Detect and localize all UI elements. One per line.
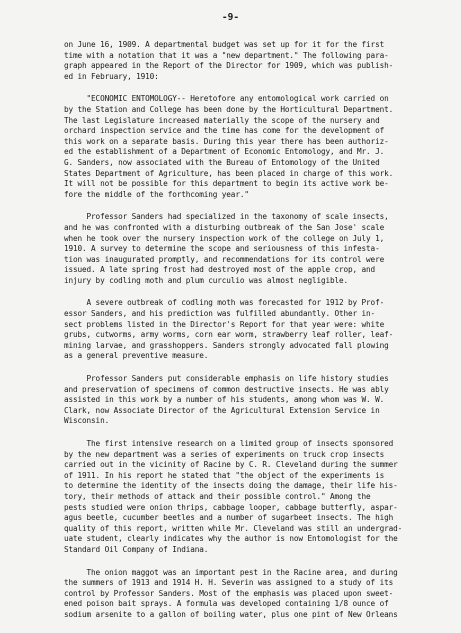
paragraph-truck-crop-research: The first intensive research on a limited group of insects sponsored by the new department was a series of experiments on truck crop insects carried out in the vicinity of Racine by C. R. Cleveland during the summer of 1911. In his report he stated that "the object of the experiments is to determine the identity of the insects doing the damage, their life his- tory, their methods of attack and their possible control." Among the pests studied were onion thrips, cabbage looper, cabbage butterfly, aspar- agus beetle, cucumber beetles and a number of sugarbeet insects. The high quality of this report, written while Mr. Cleveland was still an undergrad- uate student, clearly indicates why the author is now Entomologist for the Standard Oil Company of Indiana. bbox=[64, 439, 403, 554]
paragraph-codling-moth: A severe outbreak of codling moth was forecasted for 1912 by Prof- essor Sanders, and his prediction was fulfilled abundantly. Other in- sect problems listed in the Director's Report for that year were: white grubs, cutworms, army worms, corn ear worm, strawberry leaf roller, leaf- mining larvae, and grasshoppers. Sanders strongly advocated fall plowing as a general preventive measure. bbox=[64, 298, 394, 361]
paragraph-scale-insects: Professor Sanders had specialized in the taxonomy of scale insects, and he was confronted with a disturbing outbreak of the San Jose' scale when he took over the nursery inspection work of the college on July 1, 1910. A survey to determine the scope and seriousness of this infesta- tion was inaugurated promptly, and recommendations for its control were issued. A late spring frost had destroyed most of the apple crop, and injury by codling moth and plum curculio was almost negligible. bbox=[64, 212, 389, 285]
paragraph-budget: on June 16, 1909. A departmental budget was set up for it for the first time with a notation that it was a "new department." The following para- graph appeared in the Report of the Director for 1909, which was publish- ed in February, 1910: bbox=[64, 40, 394, 81]
body-text bbox=[64, 40, 436, 633]
paragraph-life-history: Professor Sanders put considerable emphasis on life history studies and preservation of specimens of common destructive insects. He was ably assisted in this work by a number of his students, among whom was W. W. Clark, now Associate Director of the Agricultural Extension Service in Wisconsin. bbox=[64, 374, 389, 426]
paragraph-economic-entomology-quote: "ECONOMIC ENTOMOLOGY-- Heretofore any entomological work carried on by the Station and College has been done by the Horticultural Department. The last Legislature increased materially the scope of the nursery and orchard inspection service and the time has come for the development of this work on a separate basis. During this year there has been authoriz- ed the establishment of a Department of Economic Entomology, and Mr. J. G. Sanders, now associated with the Bureau of Entomology of the United States Department of Agriculture, has been placed in charge of this work. It will not be possible for this department to begin its active work be- fore the middle of the forthcoming year." bbox=[64, 94, 394, 199]
page-number: -9- bbox=[221, 12, 240, 23]
paragraph-onion-maggot: The onion maggot was an important pest in the Racine area, and during the summers of 1913 and 1914 H. H. Severin was assigned to a study of its control by Professor Sanders. Most of the emphasis was placed upon sweet- ened poison bait sprays. A formula was developed containing 1/8 ounce of sodium arsenite to a gallon of boiling water, plus one pint of New Orleans bbox=[64, 567, 398, 619]
